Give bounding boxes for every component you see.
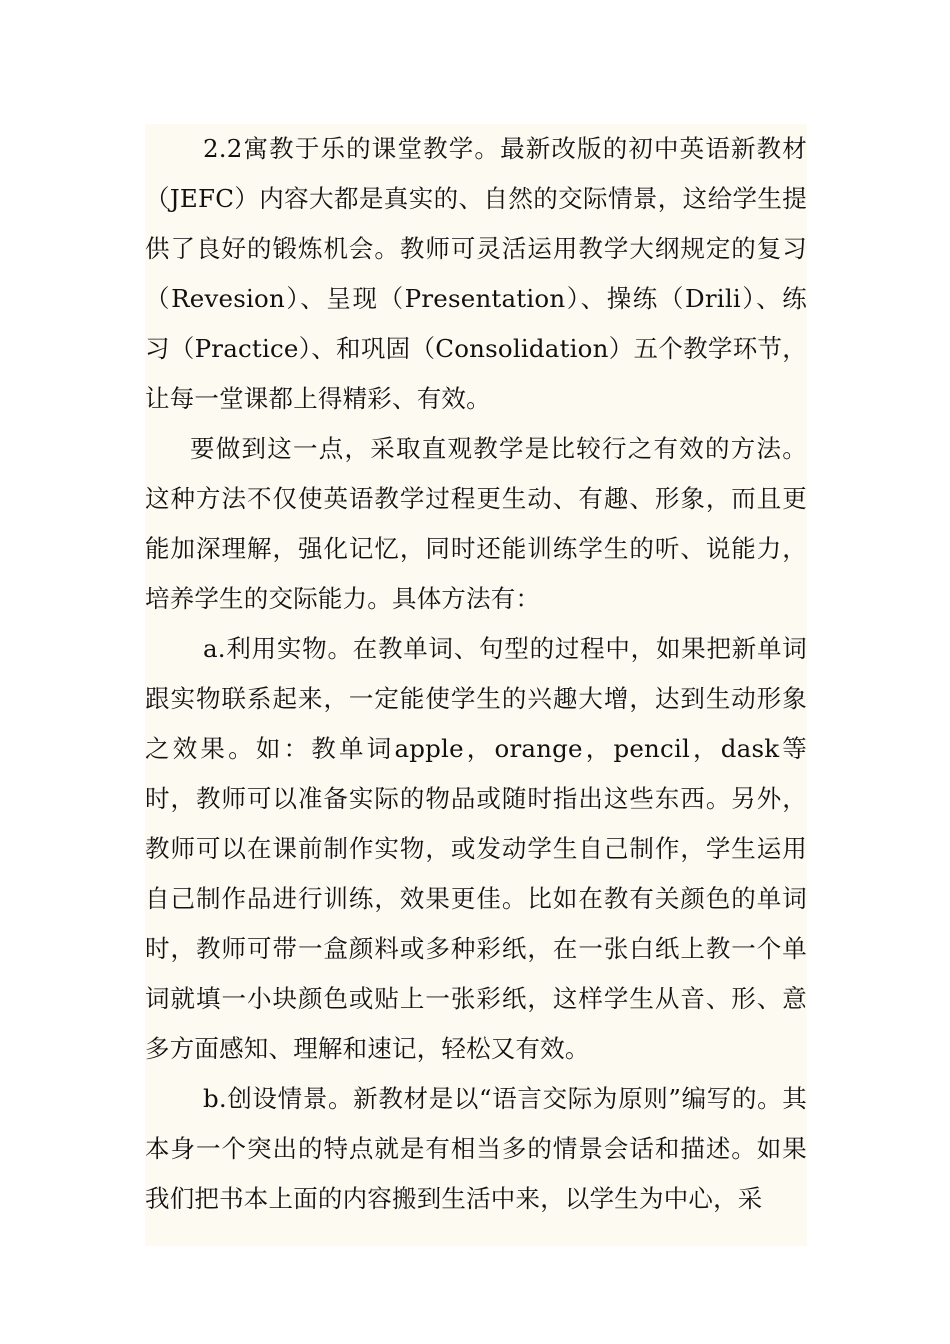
body-text: [145, 124, 807, 1246]
paragraph-1: 2.2寓教于乐的课堂教学。最新改版的初中英语新教材（JEFC）内容大都是真实的、自然的交际情景，这给学生提供了良好的锻炼机会。教师可灵活运用教学大纲规定的复习（Revesion）、呈现（Presentation）、操练（Drili）、练习（Practice）、和巩固（Consolidation）五个教学环节，让每一堂课都上得精彩、有效。: [145, 134, 807, 413]
paragraph-4: b.创设情景。新教材是以“语言交际为原则”编写的。其本身一个突出的特点就是有相当多的情景会话和描述。如果我们把书本上面的内容搬到生活中来，以学生为中心，采: [145, 1084, 807, 1213]
paragraph-2: 要做到这一点，采取直观教学是比较行之有效的方法。这种方法不仅使英语教学过程更生动、有趣、形象，而且更能加深理解，强化记忆，同时还能训练学生的听、说能力，培养学生的交际能力。具体方法有：: [145, 434, 807, 613]
paragraph-3: a.利用实物。在教单词、句型的过程中，如果把新单词跟实物联系起来，一定能使学生的兴趣大增，达到生动形象之效果。如：教单词apple，orange，pencil，dask等时，教师可以准备实际的物品或随时指出这些东西。另外，教师可以在课前制作实物，或发动学生自己制作，学生运用自己制作品进行训练，效果更佳。比如在教有关颜色的单词时，教师可带一盒颜料或多种彩纸，在一张白纸上教一个单词就填一小块颜色或贴上一张彩纸，这样学生从音、形、意多方面感知、理解和速记，轻松又有效。: [145, 634, 807, 1063]
